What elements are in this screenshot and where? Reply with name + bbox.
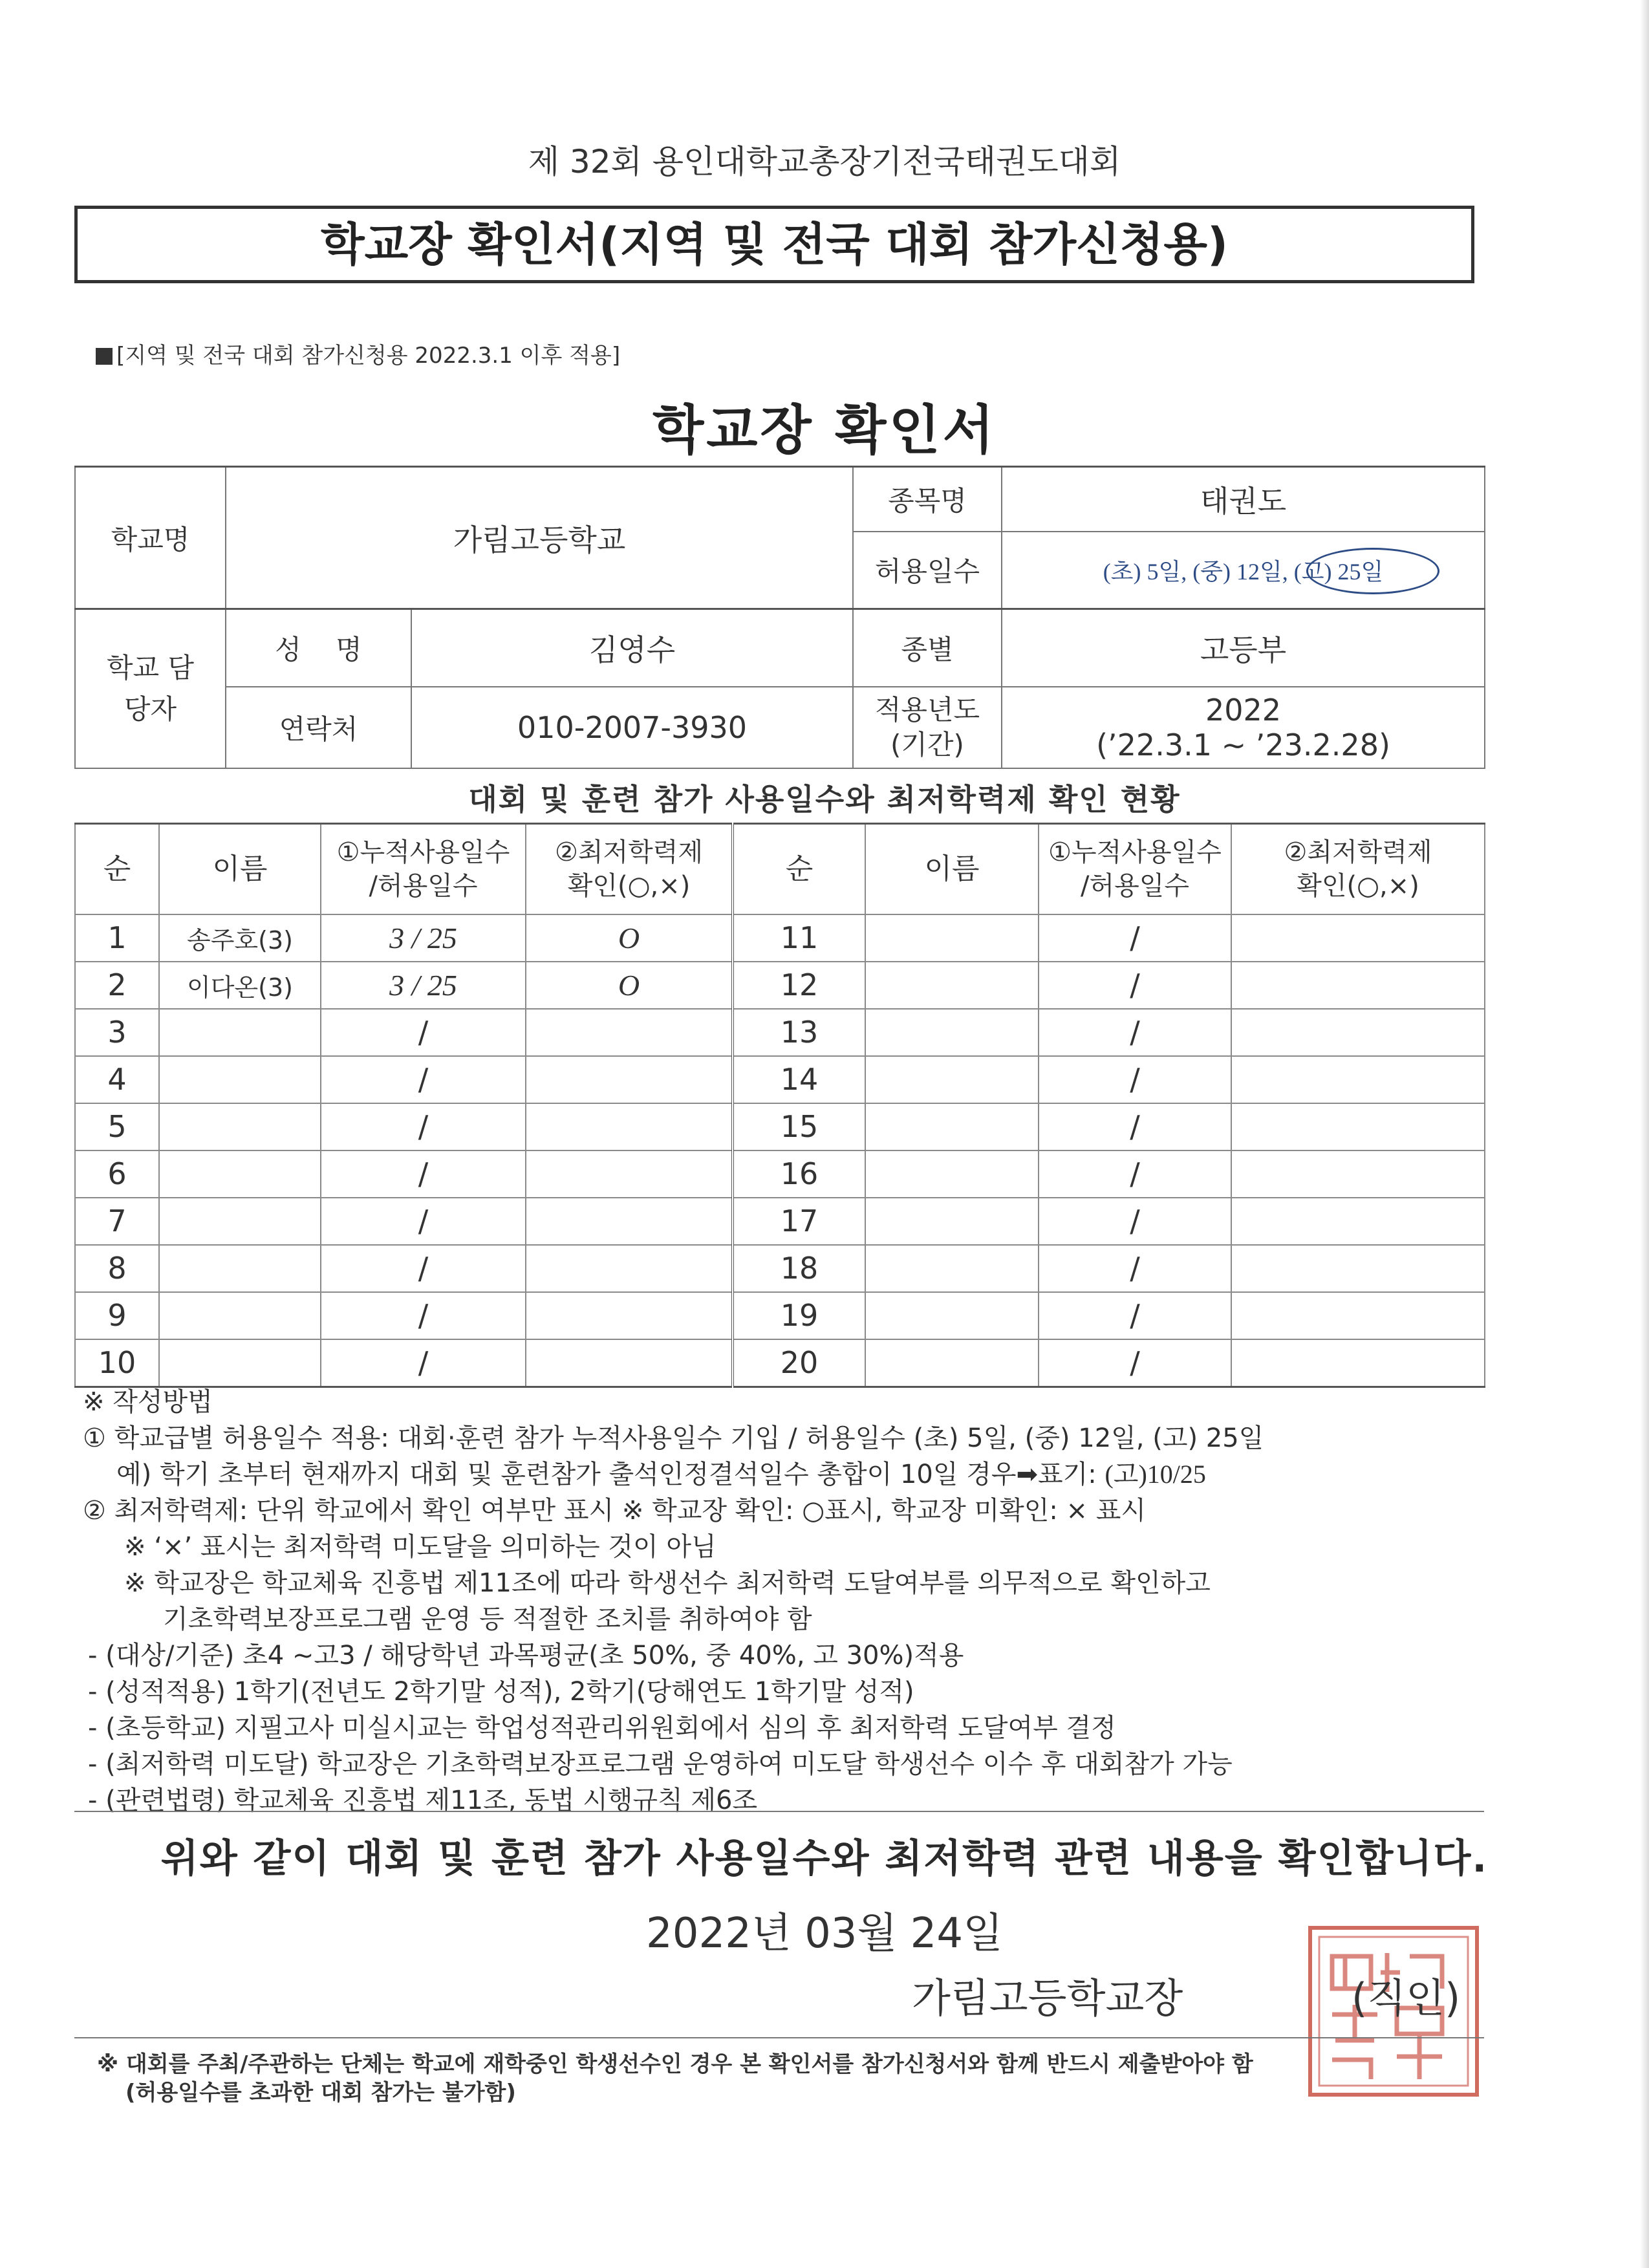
principal-signature: 가림고등학교장	[912, 1974, 1183, 2022]
row-number: 7	[75, 1198, 159, 1245]
row-number: 2	[75, 962, 159, 1009]
instruction-example	[83, 1456, 1480, 1493]
student-name	[159, 1198, 321, 1245]
row-number: 13	[733, 1009, 865, 1056]
row-number: 3	[75, 1009, 159, 1056]
days-used: 3 / 25	[321, 914, 526, 962]
table-row	[75, 1339, 1485, 1387]
student-name	[865, 914, 1039, 962]
period-value: (’22.3.1 ~ ’23.2.28)	[1096, 727, 1390, 762]
period-label: (기간)	[890, 728, 964, 761]
grade-check	[1231, 1103, 1485, 1150]
black-square-icon	[96, 348, 113, 365]
grade-check	[526, 1150, 733, 1198]
section-title: 대회 및 훈련 참가 사용일수와 최저학력제 확인 현황	[468, 782, 1181, 817]
year-value-cell	[1002, 687, 1485, 768]
table-row	[75, 1103, 1485, 1150]
instruction-dash-2: - (성적적용) 1학기(전년도 2학기말 성적), 2학기(당해연도 1학기말 성적)	[88, 1677, 914, 1707]
seal-label: (직인)	[1352, 1974, 1461, 2022]
days-used: /	[1039, 1009, 1231, 1056]
grade-check	[1231, 1150, 1485, 1198]
grade-check	[1231, 962, 1485, 1009]
grade-check	[1231, 914, 1485, 962]
allowed-days-text: (초) 5일, (중) 12일, (고) 25일	[1103, 558, 1384, 585]
name-label: 성 명	[226, 609, 411, 687]
student-name	[865, 1150, 1039, 1198]
instruction-dash-5: - (관련법령) 학교체육 진흥법 제11조, 동법 시행규칙 제6조	[88, 1786, 758, 1815]
grade-check	[526, 1056, 733, 1103]
year-label: 적용년도	[874, 693, 980, 726]
grade-check	[526, 1292, 733, 1339]
instruction-item-2: ② 최저학력제: 단위 학교에서 확인 여부만 표시 ※ 학교장 확인: ○표시, 학교장 미확인: × 표시	[83, 1496, 1147, 1526]
header-grade-left	[526, 824, 733, 914]
row-number: 9	[75, 1292, 159, 1339]
row-number: 4	[75, 1056, 159, 1103]
footnote-line-1: ※ 대회를 주최/주관하는 단체는 학교에 재학중인 학생선수인 경우 본 확인서를 참가신청서와 함께 반드시 제출받아야 함	[97, 2051, 1253, 2077]
table-row	[75, 914, 1485, 962]
grade-check	[1231, 1292, 1485, 1339]
instruction-item-1: ① 학교급별 허용일수 적용: 대회·훈련 참가 누적사용일수 기입 / 허용일수 (초) 5일, (중) 12일, (고) 25일	[83, 1423, 1264, 1453]
student-name	[159, 1150, 321, 1198]
row-number: 11	[733, 914, 865, 962]
header-name-left: 이름	[159, 824, 321, 914]
divider	[74, 2037, 1484, 2038]
instruction-example-value: (고)10/25	[1105, 1460, 1206, 1489]
grade-check	[526, 1103, 733, 1150]
days-used: /	[1039, 1198, 1231, 1245]
header-no-right: 순	[733, 824, 865, 914]
row-number: 12	[733, 962, 865, 1009]
header-days-left	[321, 824, 526, 914]
document-banner: 학교장 확인서(지역 및 전국 대회 참가신청용)	[74, 206, 1474, 283]
days-used: /	[321, 1339, 526, 1387]
header-grade-line1: ②최저학력제	[554, 837, 704, 867]
table-row	[75, 1198, 1485, 1245]
days-used: /	[321, 1198, 526, 1245]
row-number: 8	[75, 1245, 159, 1292]
row-number: 5	[75, 1103, 159, 1150]
grade-check	[526, 1339, 733, 1387]
grade-check: O	[526, 914, 733, 962]
student-name	[159, 1292, 321, 1339]
row-number: 14	[733, 1056, 865, 1103]
row-number: 19	[733, 1292, 865, 1339]
header-days-line1: ①누적사용일수	[1048, 837, 1222, 867]
student-name: 송주호(3)	[159, 914, 321, 962]
grade-check	[526, 1009, 733, 1056]
header-days-line1: ①누적사용일수	[336, 837, 510, 867]
student-name	[865, 1009, 1039, 1056]
school-name-label: 학교명	[75, 467, 226, 609]
days-used: /	[1039, 914, 1231, 962]
table-row	[75, 1245, 1485, 1292]
header-days-line2: /허용일수	[369, 870, 478, 901]
row-number: 1	[75, 914, 159, 962]
header-grade-right	[1231, 824, 1485, 914]
row-number: 18	[733, 1245, 865, 1292]
days-used: /	[321, 1150, 526, 1198]
instruction-dash-3: - (초등학교) 지필고사 미실시교는 학업성적관리위원회에서 심의 후 최저학력 도달여부 결정	[88, 1713, 1116, 1743]
student-name: 이다온(3)	[159, 962, 321, 1009]
grade-check	[1231, 1198, 1485, 1245]
table-row	[75, 1292, 1485, 1339]
document-date: 2022년 03월 24일	[646, 1910, 1003, 1958]
student-name	[865, 1198, 1039, 1245]
instruction-note-1: ※ ‘×’ 표시는 최저학력 미도달을 의미하는 것이 아님	[124, 1532, 717, 1562]
divider	[74, 1811, 1484, 1812]
allowed-days-label: 허용일수	[853, 532, 1002, 609]
sport-label: 종목명	[853, 467, 1002, 532]
days-used: /	[1039, 1103, 1231, 1150]
footnote	[97, 2050, 1487, 2107]
grade-check	[1231, 1009, 1485, 1056]
days-used: /	[1039, 962, 1231, 1009]
days-used: /	[1039, 1150, 1231, 1198]
manager-name-value: 김영수	[411, 609, 853, 687]
sport-value: 태권도	[1002, 467, 1485, 532]
student-name	[159, 1103, 321, 1150]
contact-label: 연락처	[226, 687, 411, 768]
info-table	[74, 466, 1485, 769]
applied-note-text: [지역 및 전국 대회 참가신청용 2022.3.1 이후 적용]	[116, 343, 621, 369]
days-used: /	[1039, 1292, 1231, 1339]
grade-check	[1231, 1056, 1485, 1103]
student-name	[159, 1056, 321, 1103]
footnote-line-2: (허용일수를 초과한 대회 참가는 불가함)	[125, 2080, 516, 2106]
header-name-right: 이름	[865, 824, 1039, 914]
instruction-example-text: 예) 학기 초부터 현재까지 대회 및 훈련참가 출석인정결석일수 총합이 10일 경우➡표기:	[116, 1460, 1105, 1489]
row-number: 16	[733, 1150, 865, 1198]
division-value: 고등부	[1002, 609, 1485, 687]
student-name	[865, 962, 1039, 1009]
days-used: /	[321, 1009, 526, 1056]
header-no-left: 순	[75, 824, 159, 914]
grade-check	[526, 1245, 733, 1292]
row-number: 10	[75, 1339, 159, 1387]
row-number: 20	[733, 1339, 865, 1387]
applied-note	[96, 338, 620, 369]
instructions	[83, 1384, 1480, 1819]
student-name	[159, 1009, 321, 1056]
student-name	[159, 1339, 321, 1387]
manager-label: 학교 담당자	[75, 609, 226, 768]
student-name	[865, 1339, 1039, 1387]
grade-check	[526, 1198, 733, 1245]
division-label: 종별	[853, 609, 1002, 687]
instruction-dash-4: - (최저학력 미도달) 학교장은 기초학력보장프로그램 운영하여 미도달 학생선수 이수 후 대회참가 가능	[88, 1749, 1233, 1779]
table-row	[75, 962, 1485, 1009]
days-used: 3 / 25	[321, 962, 526, 1009]
student-name	[865, 1292, 1039, 1339]
instructions-title: ※ 작성방법	[83, 1387, 213, 1417]
event-title: 제 32회 용인대학교총장기전국태권도대회	[528, 143, 1121, 180]
days-used: /	[321, 1056, 526, 1103]
year-label-cell	[853, 687, 1002, 768]
year-value: 2022	[1205, 692, 1282, 728]
days-used: /	[321, 1292, 526, 1339]
circle-annotation	[1306, 548, 1439, 594]
confirmation-statement: 위와 같이 대회 및 훈련 참가 사용일수와 최저학력 관련 내용을 확인합니다.	[160, 1836, 1489, 1881]
contact-value: 010-2007-3930	[411, 687, 853, 768]
row-number: 6	[75, 1150, 159, 1198]
header-days-right	[1039, 824, 1231, 914]
student-name	[865, 1103, 1039, 1150]
instruction-note-2: ※ 학교장은 학교체육 진흥법 제11조에 따라 학생선수 최저학력 도달여부를 의무적으로 확인하고	[124, 1568, 1211, 1598]
days-used: /	[321, 1245, 526, 1292]
student-name	[159, 1245, 321, 1292]
instruction-note-2-cont: 기초학력보장프로그램 운영 등 적절한 조치를 취하여야 함	[163, 1604, 812, 1634]
allowed-days-value	[1002, 532, 1485, 609]
table-row	[75, 1056, 1485, 1103]
row-number: 15	[733, 1103, 865, 1150]
grade-check: O	[526, 962, 733, 1009]
table-row	[75, 1150, 1485, 1198]
header-grade-line2: 확인(○,×)	[1297, 870, 1419, 901]
header-days-line2: /허용일수	[1080, 870, 1190, 901]
grade-check	[1231, 1245, 1485, 1292]
days-used: /	[1039, 1056, 1231, 1103]
instruction-dash-1: - (대상/기준) 초4 ~고3 / 해당학년 과목평균(초 50%, 중 40%, 고 30%)적용	[88, 1641, 964, 1670]
row-number: 17	[733, 1198, 865, 1245]
table-row	[75, 1009, 1485, 1056]
days-used: /	[321, 1103, 526, 1150]
student-name	[865, 1056, 1039, 1103]
header-grade-line1: ②최저학력제	[1284, 837, 1432, 867]
grade-check	[1231, 1339, 1485, 1387]
school-name-value: 가림고등학교	[226, 467, 853, 609]
usage-table	[74, 823, 1485, 1388]
days-used: /	[1039, 1245, 1231, 1292]
student-name	[865, 1245, 1039, 1292]
days-used: /	[1039, 1339, 1231, 1387]
main-title: 학교장 확인서	[652, 400, 997, 461]
header-grade-line2: 확인(○,×)	[567, 870, 691, 901]
